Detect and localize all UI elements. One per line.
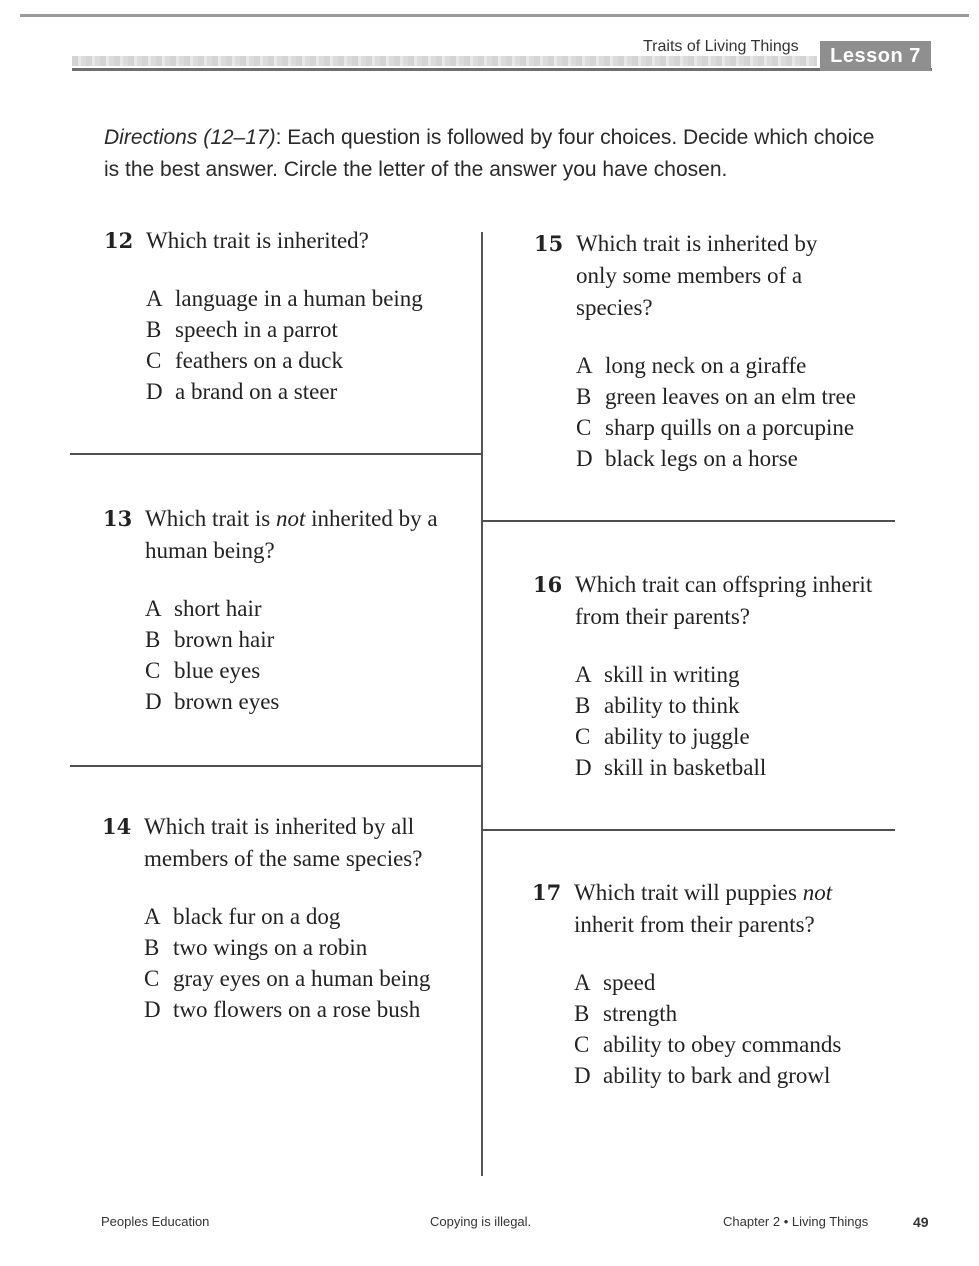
question-stem: Which trait is inherited? [146, 228, 369, 253]
choice-b[interactable] [146, 314, 464, 345]
top-rule [20, 14, 969, 17]
choice-letter: B [144, 935, 160, 960]
choice-list [146, 283, 464, 407]
choice-d[interactable] [574, 1060, 912, 1091]
choice-text: ability to bark and growl [603, 1063, 831, 1088]
choice-a[interactable] [145, 593, 463, 624]
question-17 [532, 877, 912, 1091]
question-number: 15 [534, 231, 564, 256]
choice-d[interactable] [146, 376, 464, 407]
choice-b[interactable] [574, 998, 912, 1029]
question-number: 13 [103, 506, 133, 531]
choice-c[interactable] [575, 721, 913, 752]
footer-notice: Copying is illegal. [430, 1214, 532, 1229]
choice-list [575, 659, 913, 783]
choice-letter: B [145, 627, 161, 652]
question-number: 12 [104, 228, 134, 253]
choice-text: sharp quills on a porcupine [605, 415, 855, 440]
choice-letter: D [575, 755, 592, 780]
choice-a[interactable] [575, 659, 913, 690]
question-number: 17 [532, 880, 562, 905]
choice-a[interactable] [144, 901, 462, 932]
choice-text: green leaves on an elm tree [605, 384, 856, 409]
choice-text: ability to juggle [604, 724, 750, 749]
choice-c[interactable] [146, 345, 464, 376]
choice-d[interactable] [575, 752, 913, 783]
choice-text: brown eyes [174, 689, 280, 714]
divider-15-16 [482, 520, 895, 522]
choice-a[interactable] [146, 283, 464, 314]
choice-text: short hair [174, 596, 262, 621]
choice-letter: A [146, 286, 163, 311]
page-number: 49 [913, 1214, 929, 1230]
choice-text: ability to think [604, 693, 740, 718]
choice-list [576, 350, 914, 474]
choice-text: skill in basketball [604, 755, 767, 780]
header-strip [72, 56, 817, 66]
choice-list [144, 901, 462, 1025]
directions [104, 122, 894, 186]
choice-letter: D [145, 689, 162, 714]
question-stem: Which trait is inherited by only some members of a species? [576, 231, 818, 320]
choice-text: blue eyes [174, 658, 261, 683]
choice-text: gray eyes on a human being [173, 966, 431, 991]
question-stem: Which trait can offspring inherit from their parents? [575, 572, 873, 629]
choice-b[interactable] [145, 624, 463, 655]
divider-13-14 [70, 765, 482, 767]
choice-letter: C [575, 724, 591, 749]
question-stem: Which trait is not inherited by a human being? [145, 506, 438, 563]
choice-c[interactable] [574, 1029, 912, 1060]
directions-text: : Each question is followed by four choices. Decide which choice is the best answer. Circle the letter of the answer you have chosen. [104, 126, 875, 181]
choice-text: speed [603, 970, 656, 995]
question-stem: Which trait is inherited by all members of the same species? [144, 814, 423, 871]
choice-text: two wings on a robin [173, 935, 368, 960]
choice-letter: C [145, 658, 161, 683]
choice-letter: D [144, 997, 161, 1022]
choice-text: ability to obey commands [603, 1032, 842, 1057]
choice-c[interactable] [145, 655, 463, 686]
choice-text: feathers on a duck [175, 348, 343, 373]
choice-letter: D [574, 1063, 591, 1088]
question-number: 14 [102, 814, 132, 839]
choice-letter: C [574, 1032, 590, 1057]
section-title: Traits of Living Things [643, 38, 799, 55]
choice-letter: A [575, 662, 592, 687]
choice-list [145, 593, 463, 717]
header-rule [72, 68, 932, 71]
lesson-badge: Lesson 7 [820, 41, 931, 71]
choice-b[interactable] [575, 690, 913, 721]
choice-letter: B [146, 317, 162, 342]
choice-text: skill in writing [604, 662, 740, 687]
choice-text: brown hair [174, 627, 275, 652]
choice-letter: B [574, 1001, 590, 1026]
choice-letter: C [144, 966, 160, 991]
question-14 [102, 811, 462, 1025]
column-divider [481, 232, 483, 1176]
choice-letter: B [576, 384, 592, 409]
choice-letter: B [575, 693, 591, 718]
choice-letter: A [144, 904, 161, 929]
choice-c[interactable] [576, 412, 914, 443]
choice-letter: D [576, 446, 593, 471]
choice-letter: C [146, 348, 162, 373]
choice-b[interactable] [144, 932, 462, 963]
question-12 [104, 225, 464, 407]
choice-text: two flowers on a rose bush [173, 997, 421, 1022]
choice-d[interactable] [144, 994, 462, 1025]
question-number: 16 [533, 572, 563, 597]
choice-letter: D [146, 379, 163, 404]
footer-chapter: Chapter 2 • Living Things [723, 1214, 869, 1229]
choice-text: language in a human being [175, 286, 423, 311]
directions-label: Directions (12–17) [104, 126, 276, 149]
choice-list [574, 967, 912, 1091]
choice-letter: C [576, 415, 592, 440]
choice-a[interactable] [576, 350, 914, 381]
question-16 [533, 569, 913, 783]
divider-16-17 [482, 829, 895, 831]
choice-text: strength [603, 1001, 678, 1026]
choice-d[interactable] [576, 443, 914, 474]
choice-text: a brand on a steer [175, 379, 338, 404]
choice-text: speech in a parrot [175, 317, 338, 342]
choice-b[interactable] [576, 381, 914, 412]
footer-publisher: Peoples Education [101, 1214, 210, 1229]
choice-d[interactable] [145, 686, 463, 717]
choice-letter: A [574, 970, 591, 995]
divider-12-13 [70, 453, 482, 455]
choice-text: black legs on a horse [605, 446, 798, 471]
question-15 [534, 228, 914, 474]
choice-letter: A [576, 353, 593, 378]
question-stem: Which trait will puppies not inherit from their parents? [574, 880, 833, 937]
question-13 [103, 503, 463, 717]
choice-c[interactable] [144, 963, 462, 994]
choice-text: black fur on a dog [173, 904, 341, 929]
choice-a[interactable] [574, 967, 912, 998]
choice-text: long neck on a giraffe [605, 353, 807, 378]
choice-letter: A [145, 596, 162, 621]
